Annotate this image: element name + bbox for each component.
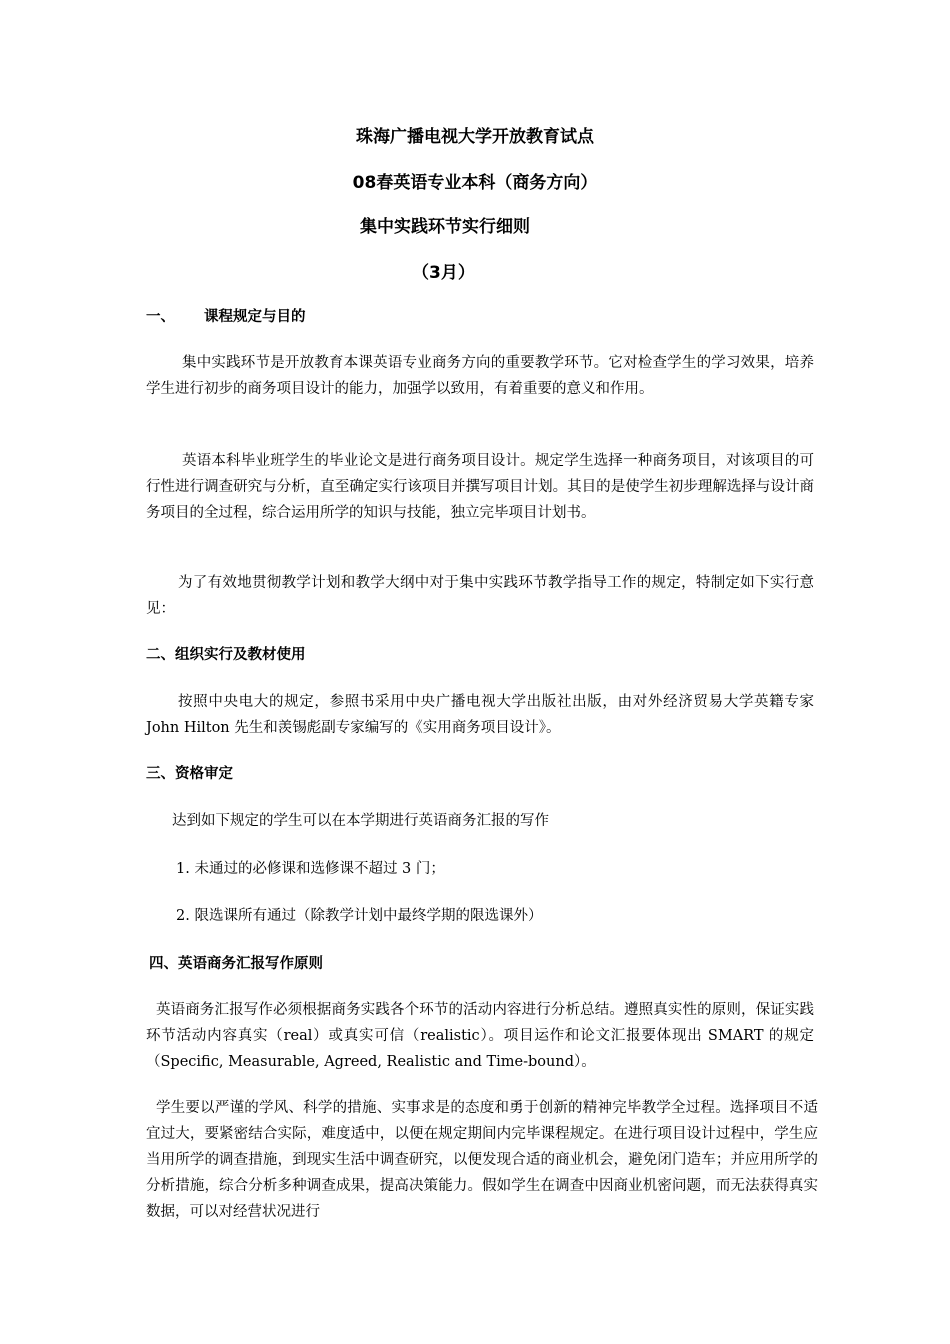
section-3-list-item-2: 2. 限选课所有通过（除教学计划中最终学期的限选课外） [176, 908, 543, 924]
section-3-heading: 三、资格审定 [146, 766, 233, 782]
section-1-number: 一、 [146, 309, 175, 325]
section-2-heading: 二、组织实行及教材使用 [146, 647, 306, 663]
section-4-paragraph-1: 英语商务汇报写作必须根据商务实践各个环节的活动内容进行分析总结。遵照真实性的原则，保证实践环节活动内容真实（real）或真实可信（realistic）。项目运作和论文汇报要体现出 SMART 的规定（Specific, Measurable, Agreed, Realistic and Time-bound）。 [146, 1002, 814, 1070]
section-4-heading: 四、英语商务汇报写作原则 [149, 956, 323, 972]
section-1-title: 课程规定与目的 [204, 309, 306, 325]
document-title-main: 集中实践环节实行细则 [360, 217, 530, 237]
section-1-paragraph-1: 集中实践环节是开放教育本课英语专业商务方向的重要教学环节。它对检查学生的学习效果，培养学生进行初步的商务项目设计的能力，加强学以致用，有着重要的意义和作用。 [146, 355, 814, 397]
document-title-month: （3月） [412, 263, 475, 283]
document-title-program: 08春英语专业本科（商务方向） [352, 173, 598, 193]
section-3-list-item-1: 1. 未通过的必修课和选修课不超过 3 门； [176, 861, 445, 877]
section-2-paragraph-1: 按照中央电大的规定，参照书采用中央广播电视大学出版社出版，由对外经济贸易大学英籍专家 John Hilton 先生和羡锡彪副专家编写的《实用商务项目设计》。 [146, 694, 814, 736]
section-1-paragraph-2: 英语本科毕业班学生的毕业论文是进行商务项目设计。规定学生选择一种商务项目，对该项目的可行性进行调查研究与分析，直至确定实行该项目并撰写项目计划。其目的是使学生初步理解选择与设计商务项目的全过程，综合运用所学的知识与技能，独立完毕项目计划书。 [146, 453, 814, 521]
document-title-school: 珠海广播电视大学开放教育试点 [356, 127, 594, 147]
section-1-paragraph-3: 为了有效地贯彻教学计划和教学大纲中对于集中实践环节教学指导工作的规定，特制定如下实行意见： [146, 575, 814, 617]
section-4-paragraph-2: 学生要以严谨的学风、科学的措施、实事求是的态度和勇于创新的精神完毕教学全过程。选择项目不适宜过大，要紧密结合实际，难度适中，以便在规定期间内完毕课程规定。在进行项目设计过程中，学生应当用所学的调查措施，到现实生活中调查研究，以便发现合适的商业机会，避免闭门造车；并应用所学的分析措施，综合分析多种调查成果，提高决策能力。假如学生在调查中因商业机密问题，而无法获得真实数据，可以对经营状况进行 [146, 1100, 818, 1220]
section-1-heading [146, 307, 306, 327]
section-3-paragraph-1: 达到如下规定的学生可以在本学期进行英语商务汇报的写作 [172, 813, 549, 829]
